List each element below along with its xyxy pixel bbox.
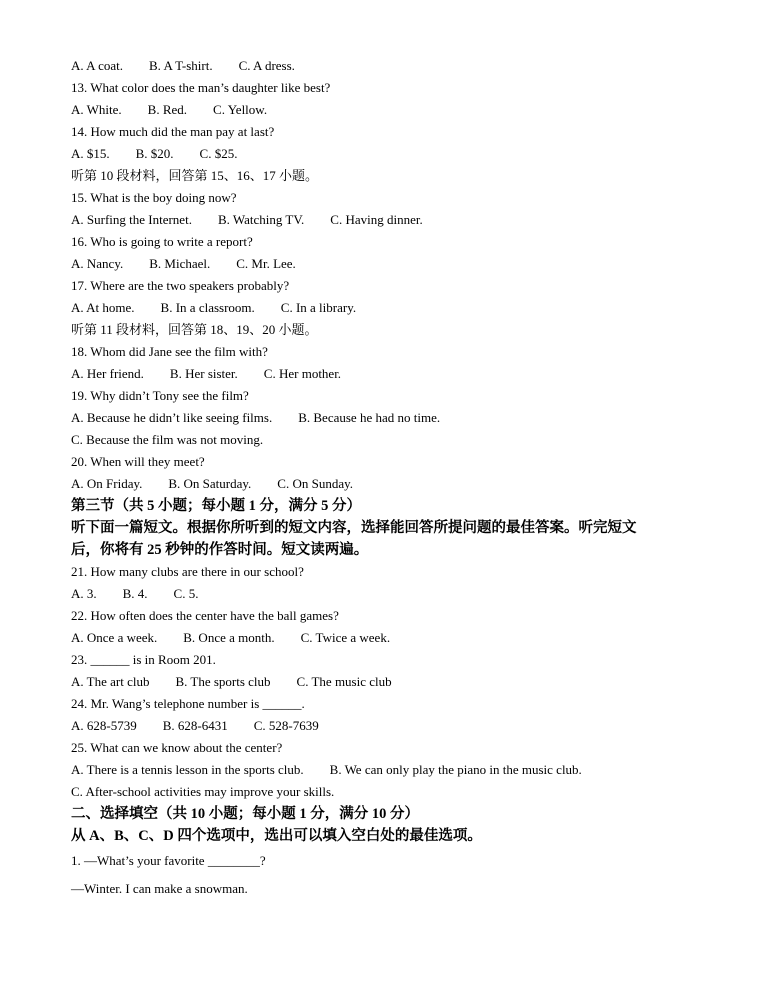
q18-options: A. Her friend. B. Her sister. C. Her mother. <box>71 366 342 381</box>
q18-question: 18. Whom did Jane see the film with? <box>71 344 268 359</box>
q17-options: A. At home. B. In a classroom. C. In a library. <box>71 300 357 315</box>
choice-q1-response: —Winter. I can make a snowman. <box>71 881 248 896</box>
q24-question: 24. Mr. Wang’s telephone number is ______. <box>71 696 305 711</box>
q15-options: A. Surfing the Internet. B. Watching TV. C. Having dinner. <box>71 212 423 227</box>
q12-options: A. A coat. B. A T-shirt. C. A dress. <box>71 58 295 73</box>
q16-options: A. Nancy. B. Michael. C. Mr. Lee. <box>71 256 296 271</box>
q25-question: 25. What can we know about the center? <box>71 740 283 755</box>
q21-options: A. 3. B. 4. C. 5. <box>71 586 199 601</box>
q17-question: 17. Where are the two speakers probably? <box>71 278 290 293</box>
section-3-heading: 第三节（共 5 小题；每小题 1 分，满分 5 分） <box>71 498 361 514</box>
q24-options: A. 628-5739 B. 628-6431 C. 528-7639 <box>71 718 319 733</box>
q13-options: A. White. B. Red. C. Yellow. <box>71 102 268 117</box>
section-3-instruction-line2: 后，你将有 25 秒钟的作答时间。短文读两遍。 <box>71 542 369 558</box>
choice-q1-question: 1. —What’s your favorite ________? <box>71 853 266 868</box>
q22-options: A. Once a week. B. Once a month. C. Twice a week. <box>71 630 391 645</box>
q21-question: 21. How many clubs are there in our school? <box>71 564 304 579</box>
q19-question: 19. Why didn’t Tony see the film? <box>71 388 249 403</box>
q22-question: 22. How often does the center have the ball games? <box>71 608 339 623</box>
q19-option-c: C. Because the film was not moving. <box>71 432 264 447</box>
part-2-instruction: 从 A、B、C、D 四个选项中，选出可以填入空白处的最佳选项。 <box>71 828 482 844</box>
passage-10-instruction: 听第 10 段材料，回答第 15、16、17 小题。 <box>71 168 319 183</box>
q20-question: 20. When will they meet? <box>71 454 205 469</box>
q23-options: A. The art club B. The sports club C. The music club <box>71 674 392 689</box>
q13-question: 13. What color does the man’s daughter like best? <box>71 80 331 95</box>
q23-question: 23. ______ is in Room 201. <box>71 652 216 667</box>
passage-11-instruction: 听第 11 段材料，回答第 18、19、20 小题。 <box>71 322 318 337</box>
q14-options: A. $15. B. $20. C. $25. <box>71 146 238 161</box>
q20-options: A. On Friday. B. On Saturday. C. On Sunday. <box>71 476 354 491</box>
q25-options-ab: A. There is a tennis lesson in the sports club. B. We can only play the piano in the music club. <box>71 762 582 777</box>
q15-question: 15. What is the boy doing now? <box>71 190 237 205</box>
q19-options-ab: A. Because he didn’t like seeing films. B. Because he had no time. <box>71 410 441 425</box>
q14-question: 14. How much did the man pay at last? <box>71 124 275 139</box>
section-3-instruction-line1: 听下面一篇短文。根据你所听到的短文内容，选择能回答所提问题的最佳答案。听完短文 <box>71 520 637 536</box>
q16-question: 16. Who is going to write a report? <box>71 234 253 249</box>
q25-option-c: C. After-school activities may improve your skills. <box>71 784 335 799</box>
part-2-heading: 二、选择填空（共 10 小题；每小题 1 分，满分 10 分） <box>71 806 419 822</box>
